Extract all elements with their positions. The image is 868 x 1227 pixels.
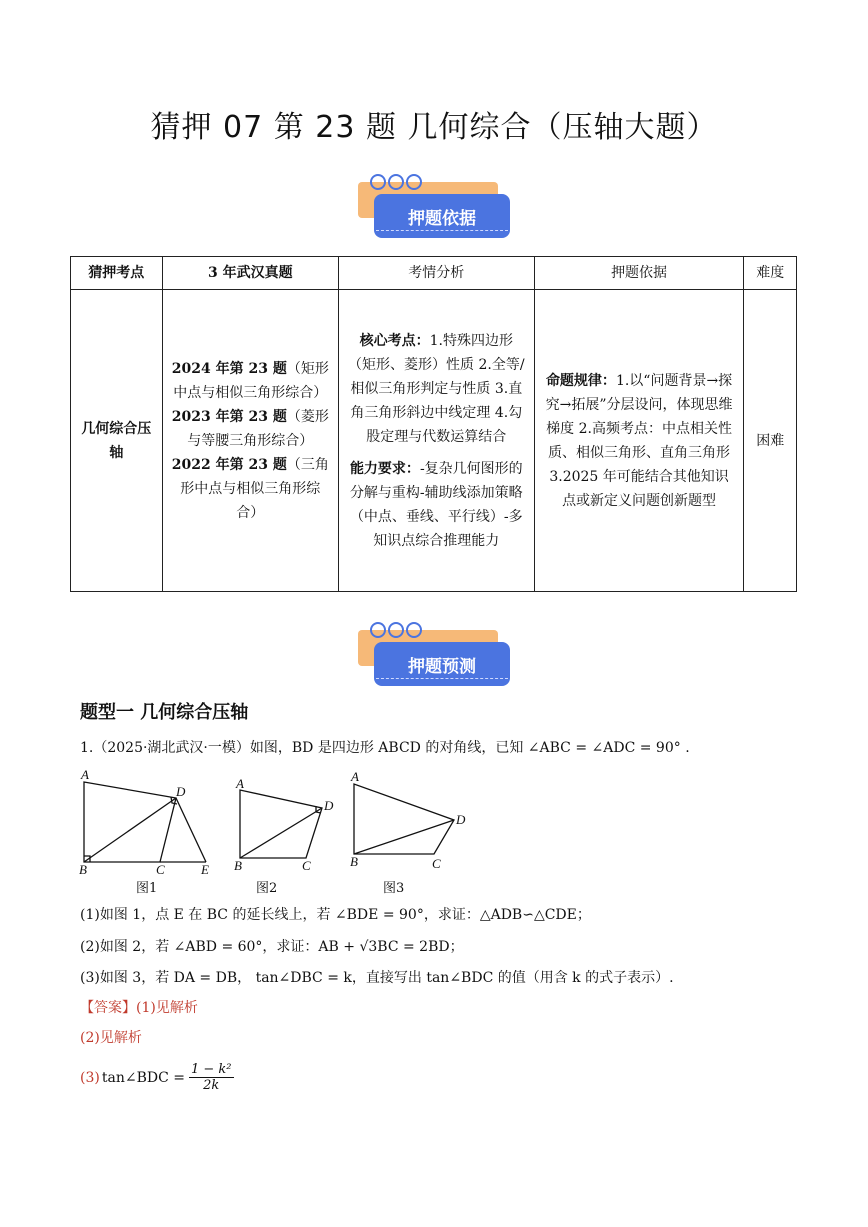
problem-stem: 1.（2025·湖北武汉·一模）如图，BD 是四边形 ABCD 的对角线，已知 ∠ABC = ∠ADC = 90° . [80,740,690,756]
badge-label: 押题预测 [374,642,510,686]
header-topic: 猜押考点 [71,257,163,290]
figure-1-caption: 图1 [136,881,158,896]
header-analysis: 考情分析 [338,257,534,290]
figure-3-diagram [346,768,471,876]
badge-label: 押题依据 [374,194,510,238]
section-badge-prediction [358,620,518,700]
cell-basis [534,290,744,592]
label-b: B [234,858,242,873]
answer-2: (2)见解析 [80,1030,142,1046]
label-a: A [351,769,359,784]
exam-2024-desc: （矩形中点与相似三角形综合） [173,360,329,401]
cell-difficulty: 困难 [744,290,797,592]
analysis-core-text: 1.特殊四边形（矩形、菱形）性质 2.全等/相似三角形判定与性质 3.直角三角形斜边中线定理 4.勾股定理与代数运算结合 [348,332,525,445]
table-row [71,290,797,592]
exam-2023-label: 2023 年第 23 题 [171,408,287,425]
label-c: C [302,858,311,873]
basis-text: 1.以“问题背景→探究→拓展”分层设问，体现思维梯度 2.高频考点：中点相关性质、相似三角形、直角三角形 3.2025 年可能结合其他知识点或新定义问题创新题型 [545,372,733,509]
label-b: B [350,854,358,869]
figure-3-caption: 图3 [383,881,405,896]
basis-label: 命题规律： [545,372,616,389]
analysis-ability-text: -复杂几何图形的分解与重构-辅助线添加策略（中点、垂线、平行线）-多知识点综合推理能力 [349,460,523,549]
cell-analysis [338,290,534,592]
label-d: D [324,798,334,813]
answer-3 [80,1062,234,1093]
fraction-numerator: 1 − k² [190,1062,232,1077]
exam-2024-label: 2024 年第 23 题 [171,360,287,377]
label-c: C [432,856,441,871]
badge-dash [376,230,508,231]
label-a: A [81,767,89,782]
analysis-ability-label: 能力要求： [349,460,420,477]
figure-2-diagram [230,776,345,876]
fraction-denominator: 2k [203,1078,220,1093]
label-b: B [79,862,87,876]
ring-binder-icon [368,172,428,192]
answer-3-prefix: (3) [80,1069,100,1086]
cell-topic: 几何综合压轴 [71,290,163,592]
figure-2-caption: 图2 [256,881,278,896]
exam-2022-desc: （三角形中点与相似三角形综合） [180,456,329,521]
answer-1: 【答案】(1)见解析 [80,1000,198,1016]
label-c: C [156,862,165,876]
label-d: D [176,784,186,799]
page-title: 猜押 07 第 23 题 几何综合（压轴大题） [150,110,718,145]
question-3: (3)如图 3，若 DA = DB， tan∠DBC = k，直接写出 tan∠BDC 的值（用含 k 的式子表示）. [80,970,674,986]
section-heading: 题型一 几何综合压轴 [80,702,249,723]
header-exams: 3 年武汉真题 [162,257,338,290]
header-basis: 押题依据 [534,257,744,290]
analysis-core-label: 核心考点： [359,332,430,349]
exam-2023-desc: （菱形与等腰三角形综合） [187,408,329,449]
question-1: (1)如图 1，点 E 在 BC 的延长线上，若 ∠BDE = 90°，求证：△ADB∽△CDE； [80,907,591,923]
label-a: A [236,776,244,791]
table-header-row [71,257,797,290]
section-badge-basis [358,172,518,252]
label-d: D [456,812,466,827]
ring-binder-icon [368,620,428,640]
figure-1-diagram [76,764,221,876]
header-difficulty: 难度 [744,257,797,290]
answer-3-fraction [189,1062,234,1093]
answer-3-expr: tan∠BDC = [101,1069,185,1086]
cell-exams [162,290,338,592]
exam-2022-label: 2022 年第 23 题 [171,456,287,473]
question-2: (2)如图 2，若 ∠ABD = 60°，求证：AB + √3BC = 2BD； [80,939,464,955]
basis-table [70,256,797,592]
badge-dash [376,678,508,679]
label-e: E [201,862,209,876]
